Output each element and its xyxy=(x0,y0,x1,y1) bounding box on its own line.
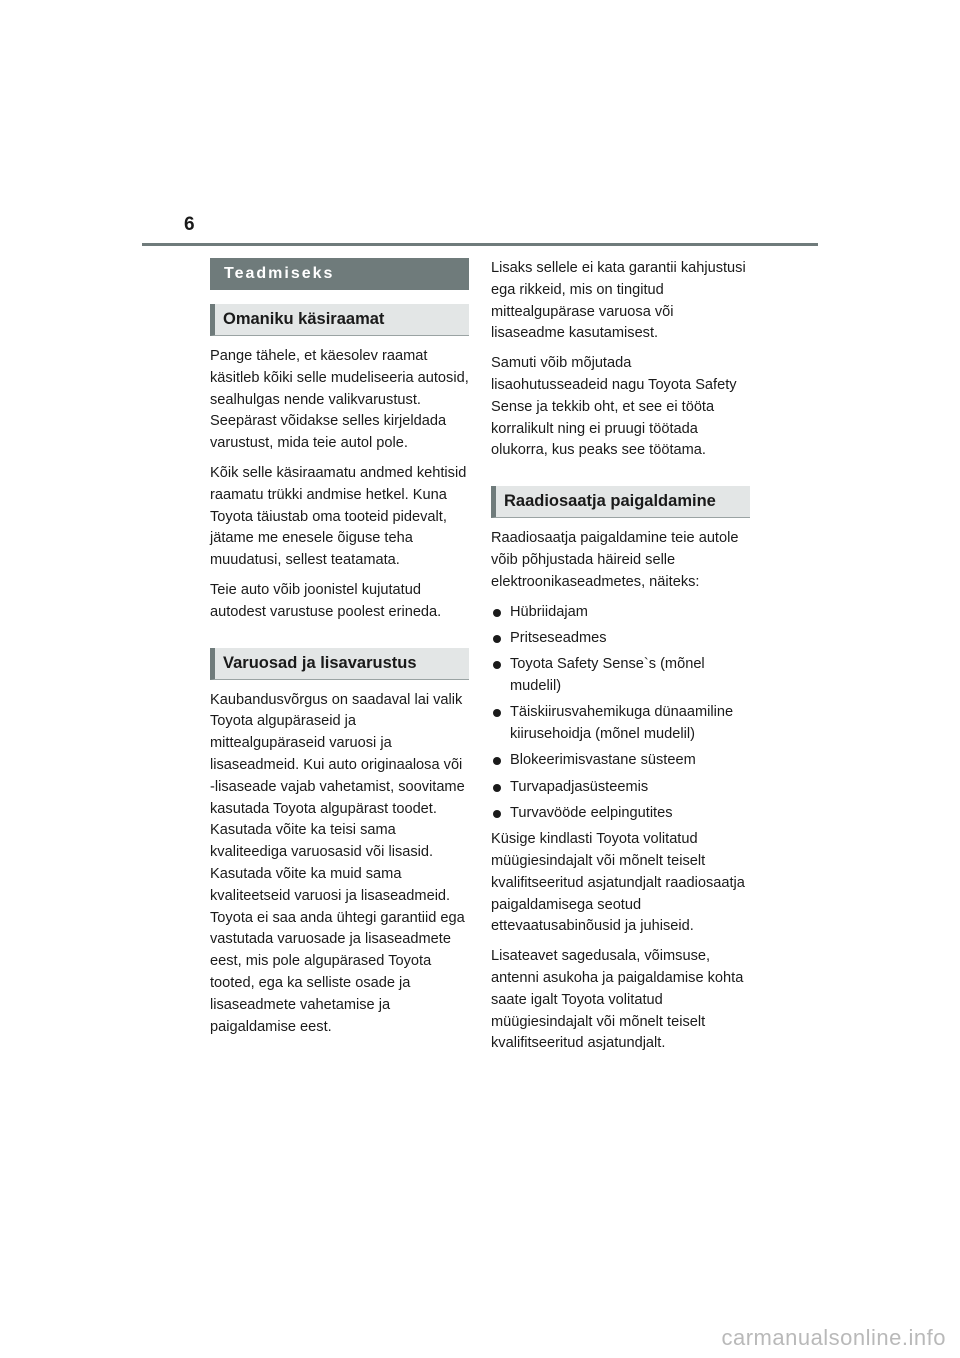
list-item-text: Blokeerimisvastane süsteem xyxy=(510,752,696,769)
bullet-icon xyxy=(493,661,501,669)
bullet-icon xyxy=(493,635,501,643)
subheading-owners-manual: Omaniku käsiraamat xyxy=(210,304,469,336)
list-item xyxy=(491,803,750,825)
paragraph: Kõik selle käsiraamatu andmed kehtisid raamatu trükki andmise hetkel. Kuna Toyota täiustab oma tooteid pidevalt, jätame me enesele õiguse teha muudatusi, sellest teatamata. xyxy=(210,464,467,569)
right-column xyxy=(491,258,750,1063)
section-banner: Teadmiseks xyxy=(210,258,469,290)
paragraph: Raadiosaatja paigaldamine teie autole võib põhjustada häireid selle elektroonikaseadmetes, näiteks: xyxy=(491,530,739,590)
subheading-radio-transmitter: Raadiosaatja paigaldamine xyxy=(491,486,750,518)
list-item xyxy=(491,777,750,799)
watermark-link[interactable]: carmanualsonline.info xyxy=(721,1325,946,1350)
list-item xyxy=(491,750,750,772)
list-item-text: Täiskiirusvahemikuga dünaamiline kiirusehoidja (mõnel mudelil) xyxy=(510,704,734,743)
paragraph: Teie auto võib joonistel kujutatud autodest varustuse poolest erineda. xyxy=(210,581,442,620)
paragraph: Küsige kindlasti Toyota volitatud müügiesindajalt või mõnelt teiselt kvalifitseeritud asjatundjalt raadiosaatja paigaldamisega seotud ettevaatusabinõusid ja juhiseid. xyxy=(491,831,745,935)
list-item xyxy=(491,628,750,650)
list-item-text: Toyota Safety Sense`s (mõnel mudelil) xyxy=(510,656,705,694)
paragraph: Samuti võib mõjutada lisaohutusseadeid nagu Toyota Safety Sense ja tekkib oht, et see ei tööta korralikult ning ei pruugi töötada olukorra, kus peaks see töötama. xyxy=(491,355,737,459)
list-item-text: Turvavööde eelpingutites xyxy=(510,804,673,821)
list-item-text: Pritseseadmes xyxy=(510,629,607,646)
bullet-icon xyxy=(493,757,501,765)
bullet-list xyxy=(491,602,750,825)
list-item xyxy=(491,702,750,746)
paragraph: Lisateavet sagedusala, võimsuse, antenni asukoha ja paigaldamise kohta saate igalt Toyota volitatud müügiesindajalt või mõnelt teiselt kvalifitseeritud asjatundjalt. xyxy=(491,948,744,1052)
list-item xyxy=(491,654,750,698)
paragraph: Lisaks sellele ei kata garantii kahjustusi ega rikkeid, mis on tingitud mittealgupärase varuosa või lisaseadme kasutamisest. xyxy=(491,260,746,342)
bullet-icon xyxy=(493,784,501,792)
paragraph: Pange tähele, et käesolev raamat käsitleb kõiki selle mudeliseeria autosid, sealhulgas nende valikvarustust. Seepärast võidakse selles kirjeldada varustust, mida teie autol pole. xyxy=(210,348,469,452)
list-item xyxy=(491,602,750,624)
header-rule xyxy=(142,243,818,246)
paragraph: Kaubandusvõrgus on saadaval lai valik Toyota algupäraseid ja mittealgupäraseid varuosi ja lisaseadmeid. Kui auto originaalosa või -lisaseade vajab vahetamist, soovitame kasutada Toyota algupärast toodet. Kasutada võite ka teisi sama kvaliteediga varuosasid või lisasid. Kasutada võite ka muid sama kvaliteetseid varuosi ja lisaseadmeid. Toyota ei saa anda ühtegi garantiid ega vastutada varuosade ja lisaseadmete eest, mis pole algupärased Toyota tooted, ega ka selliste osade ja lisaseadmete vahetamise ja paigaldamise eest. xyxy=(210,691,465,1035)
bullet-icon xyxy=(493,609,501,617)
bullet-icon xyxy=(493,709,501,717)
list-item-text: Turvapadjasüsteemis xyxy=(510,778,649,795)
bullet-icon xyxy=(493,810,501,818)
left-column xyxy=(210,258,469,1046)
page-number: 6 xyxy=(184,214,195,235)
list-item-text: Hübriidajam xyxy=(510,603,588,620)
subheading-spare-parts: Varuosad ja lisavarustus xyxy=(210,648,469,680)
